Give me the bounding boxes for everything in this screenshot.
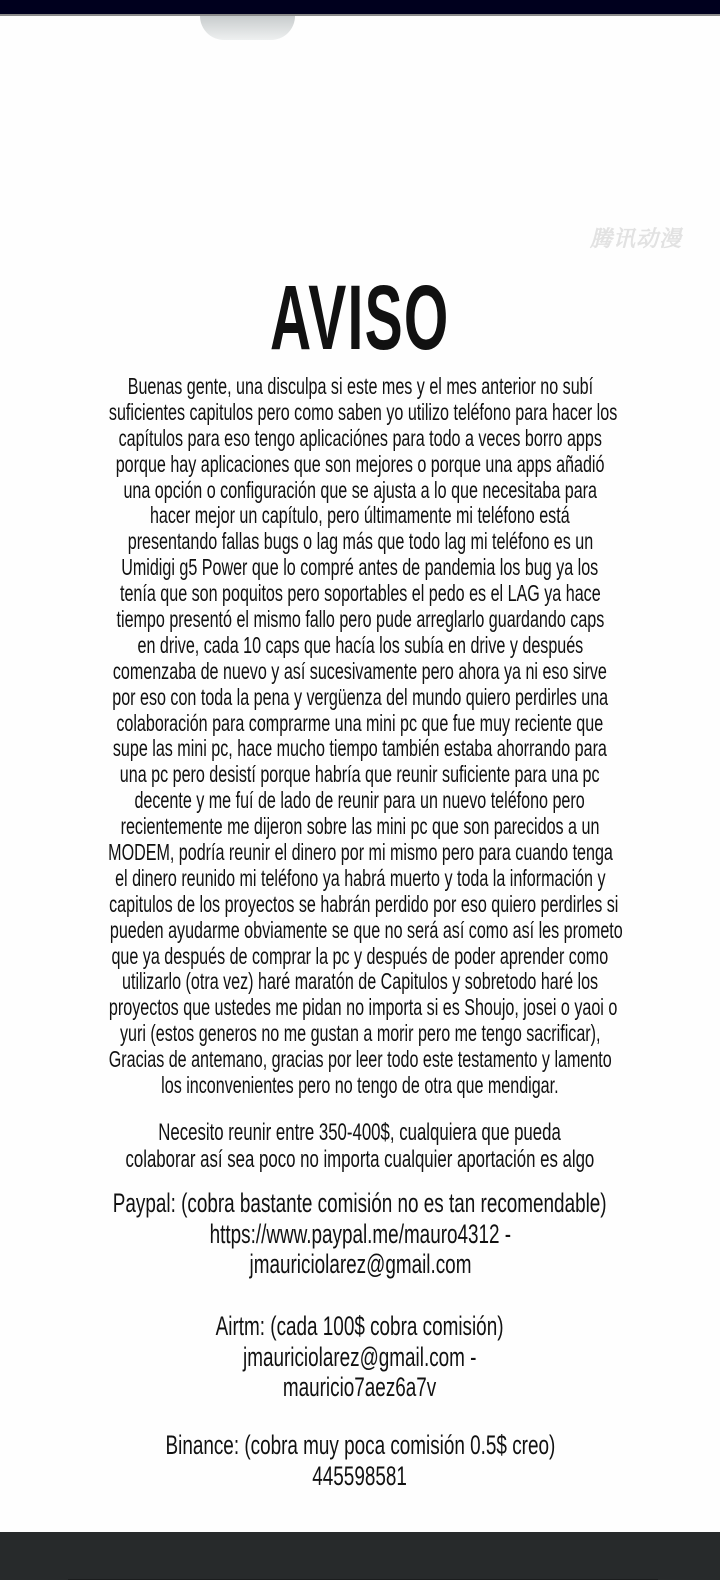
- body-line-text: pueden ayudarme obviamente se que no será así como así les prometo: [109, 916, 623, 943]
- goal-line-text: Necesito reunir entre 350-400$, cualquiera que pueda: [158, 1119, 562, 1146]
- goal-line: [0, 1146, 720, 1173]
- body-line: [0, 995, 720, 1021]
- body-line-text: hacer mejor un capítulo, pero últimamente mi teléfono está: [150, 502, 570, 529]
- body-line: [0, 426, 720, 452]
- previous-page-artwork-fragment: [200, 16, 295, 40]
- body-line: [0, 788, 720, 814]
- body-line-text: recientemente me dijeron sobre las mini pc que son parecidos a un: [120, 813, 600, 840]
- airtm-line-text: Airtm: (cada 100$ cobra comisión): [216, 1311, 504, 1341]
- airtm-info: [0, 1311, 720, 1403]
- airtm-line-text: jmauriciolarez@gmail.com -: [243, 1341, 477, 1372]
- paypal-line: [0, 1188, 720, 1219]
- body-line-text: Gracias de antemano, gracias por leer todo este testamento y lamento: [108, 1046, 612, 1073]
- watermark-logo: 腾讯动漫: [590, 226, 683, 251]
- body-line-text: capítulos para eso tengo aplicaciónes para todo a veces borro apps: [118, 424, 602, 451]
- body-line-text: por eso con toda la pena y vergüenza del mundo quiero perdirles una: [112, 683, 608, 710]
- bottom-bar: [0, 1532, 720, 1580]
- body-line-text: MODEM, podría reunir el dinero por mi mismo pero para cuando tenga: [108, 839, 613, 866]
- body-line-text: colaboración para comprarme una mini pc que fue muy reciente que: [116, 709, 604, 736]
- body-line-text: una opción o configuración que se ajusta a lo que necesitaba para: [123, 476, 597, 503]
- body-line-text: decente y me fuí de lado de reunir para un nuevo teléfono pero: [134, 787, 586, 814]
- body-line: [0, 892, 720, 918]
- body-line: [0, 840, 720, 866]
- body-line: [0, 1047, 720, 1073]
- notice-title-text: AVISO: [270, 267, 450, 369]
- donation-goal: [0, 1119, 720, 1173]
- paypal-line-text: Paypal: (cobra bastante comisión no es tan recomendable): [113, 1188, 607, 1218]
- body-line: [0, 400, 720, 426]
- binance-line-text: 445598581: [312, 1460, 408, 1491]
- body-line: [0, 555, 720, 581]
- binance-line: [0, 1461, 720, 1492]
- body-line: [0, 607, 720, 633]
- notice-body: [0, 374, 720, 1099]
- body-line: [0, 581, 720, 607]
- body-line-text: suficientes capitulos pero como saben yo utilizo teléfono para hacer los: [108, 398, 618, 425]
- body-line-text: supe las mini pc, hace mucho tiempo también estaba ahorrando para: [112, 735, 608, 762]
- body-line-text: comenzaba de nuevo y así sucesivamente pero ahora ya ni eso sirve: [112, 657, 607, 684]
- body-line: [0, 736, 720, 762]
- body-line: [0, 478, 720, 504]
- body-line-text: yuri (estos generos no me gustan a morir pero me tengo sacrificar),: [119, 1020, 601, 1047]
- body-line: [0, 374, 720, 400]
- goal-line-text: colaborar así sea poco no importa cualquier aportación es algo: [125, 1146, 595, 1173]
- body-line: [0, 685, 720, 711]
- body-line-text: el dinero reunido mi teléfono ya habrá muerto y toda la información y: [114, 864, 606, 891]
- paypal-line-text: https://www.paypal.me/mauro4312 -: [209, 1218, 511, 1249]
- body-line-text: proyectos que ustedes me pidan no importa si es Shoujo, josei o yaoi o: [108, 994, 618, 1021]
- body-line: [0, 762, 720, 788]
- binance-line: [0, 1430, 720, 1461]
- notice-title: [0, 268, 720, 368]
- body-line-text: los inconvenientes pero no tengo de otra que mendigar.: [161, 1072, 559, 1099]
- body-line: [0, 529, 720, 555]
- airtm-line: [0, 1342, 720, 1373]
- body-line: [0, 1021, 720, 1047]
- body-line-text: porque hay aplicaciones que son mejores o porque una apps añadió: [115, 450, 605, 477]
- paypal-info: [0, 1188, 720, 1280]
- body-line-text: en drive, cada 10 caps que hacía los subía en drive y después: [137, 631, 583, 658]
- paypal-line: [0, 1219, 720, 1250]
- airtm-line-text: mauricio7aez6a7v: [283, 1372, 437, 1402]
- body-line: [0, 633, 720, 659]
- body-line-text: una pc pero desistí porque habría que reunir suficiente para una pc: [120, 761, 600, 788]
- body-line: [0, 944, 720, 970]
- airtm-line: [0, 1311, 720, 1342]
- body-line: [0, 814, 720, 840]
- body-line: [0, 866, 720, 892]
- body-line-text: que ya después de comprar la pc y después de poder aprender como: [111, 942, 609, 969]
- body-line: [0, 969, 720, 995]
- top-bar: [0, 0, 720, 16]
- body-line: [0, 659, 720, 685]
- body-line: [0, 711, 720, 737]
- body-line: [0, 503, 720, 529]
- body-line-text: tenía que son poquitos pero soportables el pedo es el LAG ya hace: [119, 580, 601, 607]
- body-line-text: capitulos de los proyectos se habrán perdido por eso quiero perdirles si: [109, 890, 619, 917]
- binance-line-text: Binance: (cobra muy poca comisión 0.5$ creo): [165, 1430, 555, 1460]
- body-line-text: presentando fallas bugs o lag más que todo lag mi teléfono es un: [127, 528, 593, 555]
- body-line: [0, 918, 720, 944]
- airtm-line: [0, 1372, 720, 1403]
- body-line: [0, 452, 720, 478]
- goal-line: [0, 1119, 720, 1146]
- body-line-text: Umidigi g5 Power que lo compré antes de pandemia los bug ya los: [121, 554, 599, 581]
- body-line-text: utilizarlo (otra vez) haré maratón de Capitulos y sobretodo haré los: [121, 968, 599, 995]
- body-line: [0, 1073, 720, 1099]
- body-line-text: tiempo presentó el mismo fallo pero pude arreglarlo guardando caps: [116, 606, 604, 633]
- body-line-text: Buenas gente, una disculpa si este mes y el mes anterior no subí: [127, 373, 593, 399]
- paypal-line-text: jmauriciolarez@gmail.com: [249, 1249, 471, 1279]
- binance-info: [0, 1430, 720, 1491]
- paypal-line: [0, 1249, 720, 1280]
